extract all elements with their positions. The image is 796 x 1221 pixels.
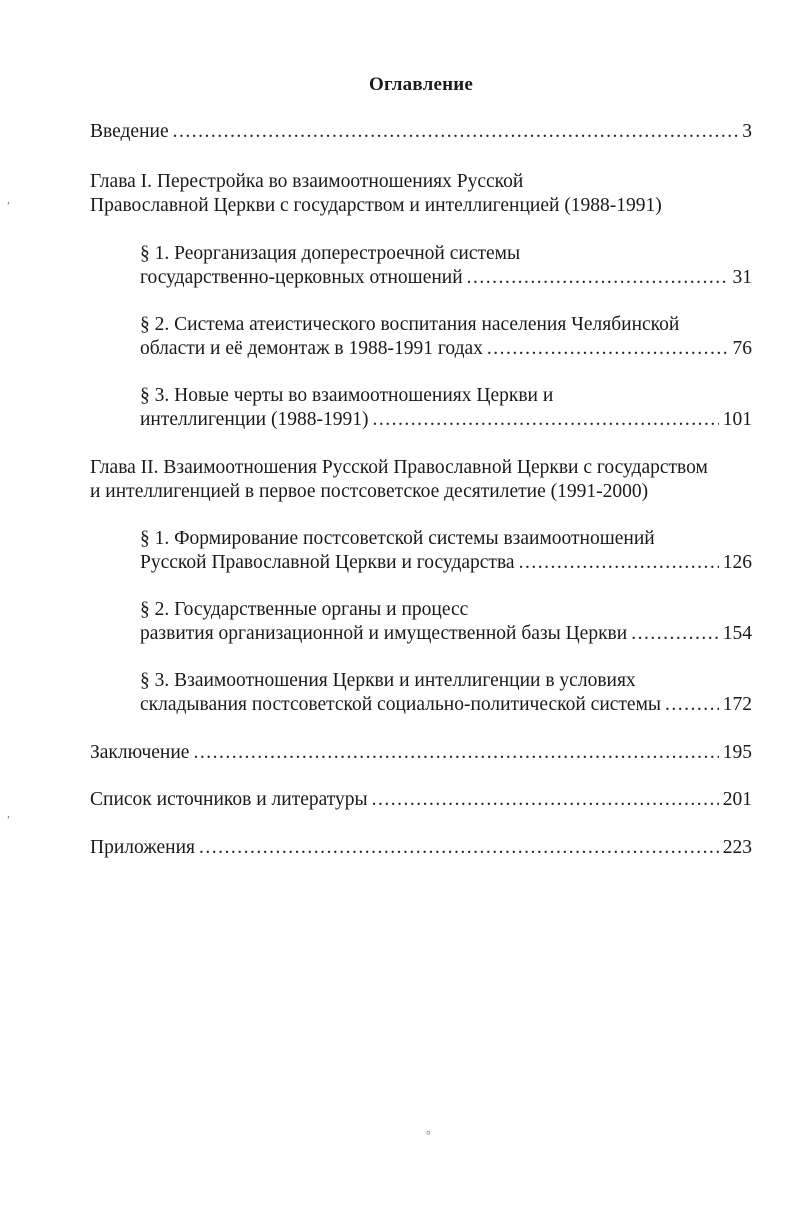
toc-section-2-1[interactable] bbox=[140, 527, 752, 575]
toc-entry-appendices[interactable] bbox=[90, 836, 752, 860]
dot-leader bbox=[173, 120, 739, 144]
section-title-line-2: области и её демонтаж в 1988-1991 годах bbox=[140, 338, 483, 359]
toc-entry-conclusion[interactable] bbox=[90, 741, 752, 765]
section-title-line-1: § 1. Формирование постсоветской системы взаимоотношений bbox=[140, 528, 655, 549]
dot-leader bbox=[519, 551, 719, 575]
toc-section-2-2[interactable] bbox=[140, 598, 752, 646]
toc-page-number: 126 bbox=[722, 552, 752, 573]
section-title-line-1: § 1. Реорганизация доперестроечной системы bbox=[140, 243, 521, 264]
dot-leader bbox=[631, 622, 719, 646]
toc-entry-intro[interactable] bbox=[90, 120, 752, 144]
section-title-line-1: § 3. Взаимоотношения Церкви и интеллигенции в условиях bbox=[140, 670, 636, 691]
toc-page-number: 76 bbox=[732, 338, 752, 359]
toc-page-number: 201 bbox=[722, 789, 752, 810]
toc-page-number: 3 bbox=[742, 121, 752, 142]
toc-entry-label: Приложения bbox=[90, 837, 195, 858]
section-title-line-2: интеллигенции (1988-1991) bbox=[140, 409, 369, 430]
scan-speck: , bbox=[7, 192, 10, 206]
toc-section-1-1[interactable] bbox=[140, 242, 752, 290]
dot-leader bbox=[199, 836, 719, 860]
toc-chapter-1[interactable] bbox=[90, 170, 752, 218]
toc-entry-label: Список источников и литературы bbox=[90, 789, 368, 810]
toc-entry-label: Введение bbox=[90, 121, 169, 142]
toc-section-2-3[interactable] bbox=[140, 669, 752, 717]
dot-leader bbox=[372, 788, 719, 812]
toc-page-number: 172 bbox=[722, 694, 752, 715]
toc-page-number: 31 bbox=[732, 267, 752, 288]
toc-entry-label: Заключение bbox=[90, 742, 190, 763]
section-title-line-1: § 2. Государственные органы и процесс bbox=[140, 599, 469, 620]
section-title-line-2: складывания постсоветской социально-политической системы bbox=[140, 694, 662, 715]
section-title-line-1: § 3. Новые черты во взаимоотношениях Церкви и bbox=[140, 385, 554, 406]
toc-chapter-2[interactable] bbox=[90, 456, 752, 504]
toc-page-number: 223 bbox=[722, 837, 752, 858]
section-title-line-2: Русской Православной Церкви и государства bbox=[140, 552, 515, 573]
chapter-title-line-2: и интеллигенцией в первое постсоветское десятилетие (1991-2000) bbox=[90, 481, 649, 502]
section-title-line-1: § 2. Система атеистического воспитания населения Челябинской bbox=[140, 314, 680, 335]
toc-page-number: 101 bbox=[722, 409, 752, 430]
toc-section-1-3[interactable] bbox=[140, 384, 752, 432]
scan-speck: ° bbox=[426, 1128, 431, 1142]
chapter-title-line-1: Глава II. Взаимоотношения Русской Православной Церкви с государством bbox=[90, 457, 708, 478]
toc-page-number: 154 bbox=[722, 623, 752, 644]
toc-title: Оглавление bbox=[368, 74, 474, 95]
dot-leader bbox=[665, 693, 719, 717]
chapter-title-line-2: Православной Церкви с государством и интеллигенцией (1988-1991) bbox=[90, 195, 662, 216]
toc-section-1-2[interactable] bbox=[140, 313, 752, 361]
section-title-line-2: государственно-церковных отношений bbox=[140, 267, 463, 288]
section-title-line-2: развития организационной и имущественной базы Церкви bbox=[140, 623, 628, 644]
chapter-title-line-1: Глава I. Перестройка во взаимоотношениях Русской bbox=[90, 171, 524, 192]
dot-leader bbox=[372, 408, 718, 432]
toc-page-number: 195 bbox=[722, 742, 752, 763]
toc-entry-sources[interactable] bbox=[90, 788, 752, 812]
dot-leader bbox=[467, 266, 729, 290]
scan-speck: , bbox=[7, 806, 10, 820]
dot-leader bbox=[193, 741, 718, 765]
dot-leader bbox=[487, 337, 729, 361]
